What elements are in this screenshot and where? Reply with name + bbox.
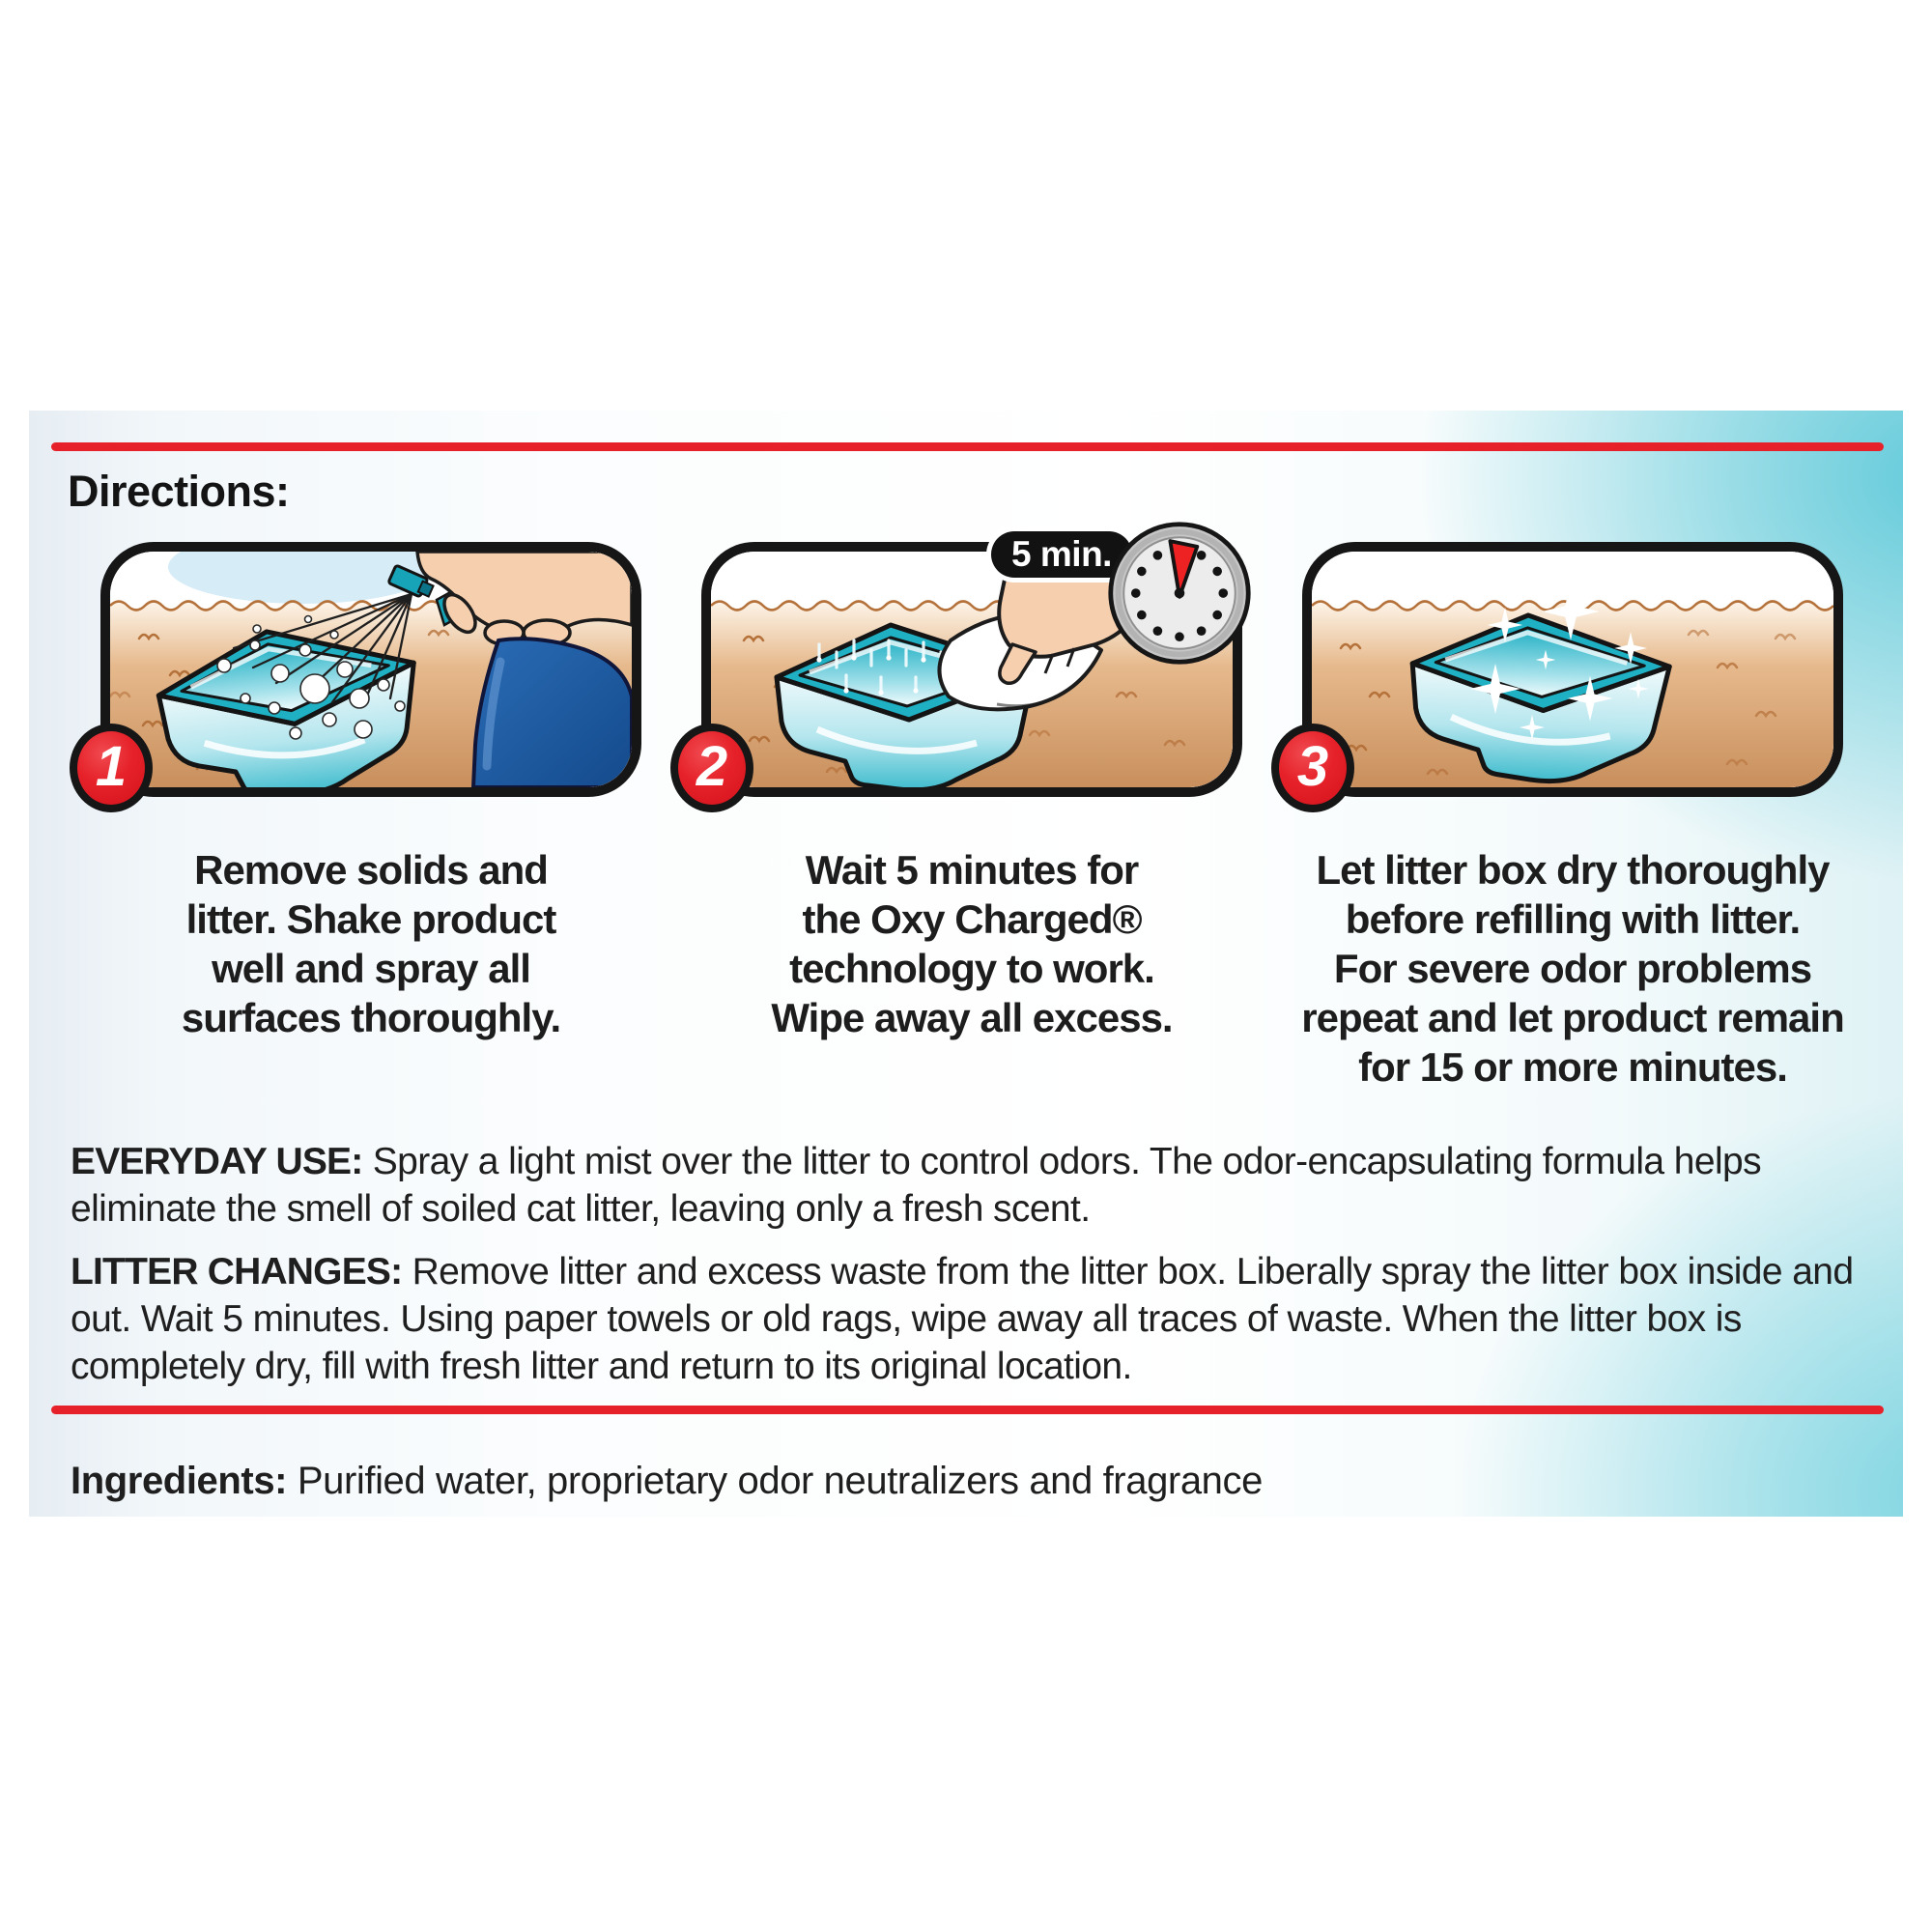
step1-caption-line: litter. Shake product	[185, 896, 556, 942]
step2-caption	[711, 845, 1233, 1042]
step2-caption-line: Wipe away all excess.	[771, 995, 1173, 1040]
step3-caption-line: before refilling with litter.	[1345, 896, 1801, 942]
step3-number-badge: 3	[1271, 724, 1354, 812]
sparkle-stars-icon	[1312, 552, 1833, 787]
step3-caption-line: For severe odor problems	[1333, 946, 1812, 991]
top-red-divider	[51, 442, 1884, 451]
directions-heading: Directions:	[68, 467, 290, 516]
step3-caption-line: repeat and let product remain	[1301, 995, 1844, 1040]
directions-label-panel	[29, 411, 1903, 1517]
everyday-use-label: EVERYDAY USE:	[71, 1141, 363, 1182]
step1-illustration-panel	[100, 542, 641, 797]
bottom-red-divider	[51, 1406, 1884, 1414]
step3-caption-line: Let litter box dry thoroughly	[1316, 847, 1830, 893]
step1-caption-line: well and spray all	[212, 946, 530, 991]
litter-changes-paragraph	[71, 1248, 1877, 1390]
spray-bottle-icon	[110, 552, 632, 787]
ingredients-text: Purified water, proprietary odor neutralizers and fragrance	[287, 1460, 1263, 1502]
step1-caption	[110, 845, 632, 1042]
step1-caption-line: Remove solids and	[194, 847, 548, 893]
litter-changes-label: LITTER CHANGES:	[71, 1251, 403, 1293]
ingredients-label: Ingredients:	[71, 1460, 288, 1502]
step3-caption-line: for 15 or more minutes.	[1358, 1044, 1787, 1090]
step3-caption	[1249, 845, 1896, 1092]
step2-caption-line: the Oxy Charged®	[802, 896, 1142, 942]
analog-clock-icon	[1105, 519, 1254, 668]
everyday-use-text: Spray a light mist over the litter to control odors. The odor-encapsulating formula helps eliminate the smell of soiled cat litter, leaving only a fresh scent.	[71, 1141, 1761, 1230]
ingredients-line	[71, 1460, 1877, 1503]
step2-number-badge: 2	[670, 724, 753, 812]
timer-duration-badge: 5 min.	[991, 531, 1132, 578]
step1-number-badge: 1	[70, 724, 153, 812]
step2-caption-line: technology to work.	[789, 946, 1154, 991]
step1-caption-line: surfaces thoroughly.	[181, 995, 561, 1040]
step2-caption-line: Wait 5 minutes for	[805, 847, 1139, 893]
step3-illustration-panel	[1302, 542, 1843, 797]
everyday-use-paragraph	[71, 1138, 1877, 1233]
litter-changes-text: Remove litter and excess waste from the litter box. Liberally spray the litter box inside and out. Wait 5 minutes. Using paper towels or old rags, wipe away all traces of waste. When the litter box is completely dry, fill with fresh litter and return to its original location.	[71, 1251, 1854, 1387]
